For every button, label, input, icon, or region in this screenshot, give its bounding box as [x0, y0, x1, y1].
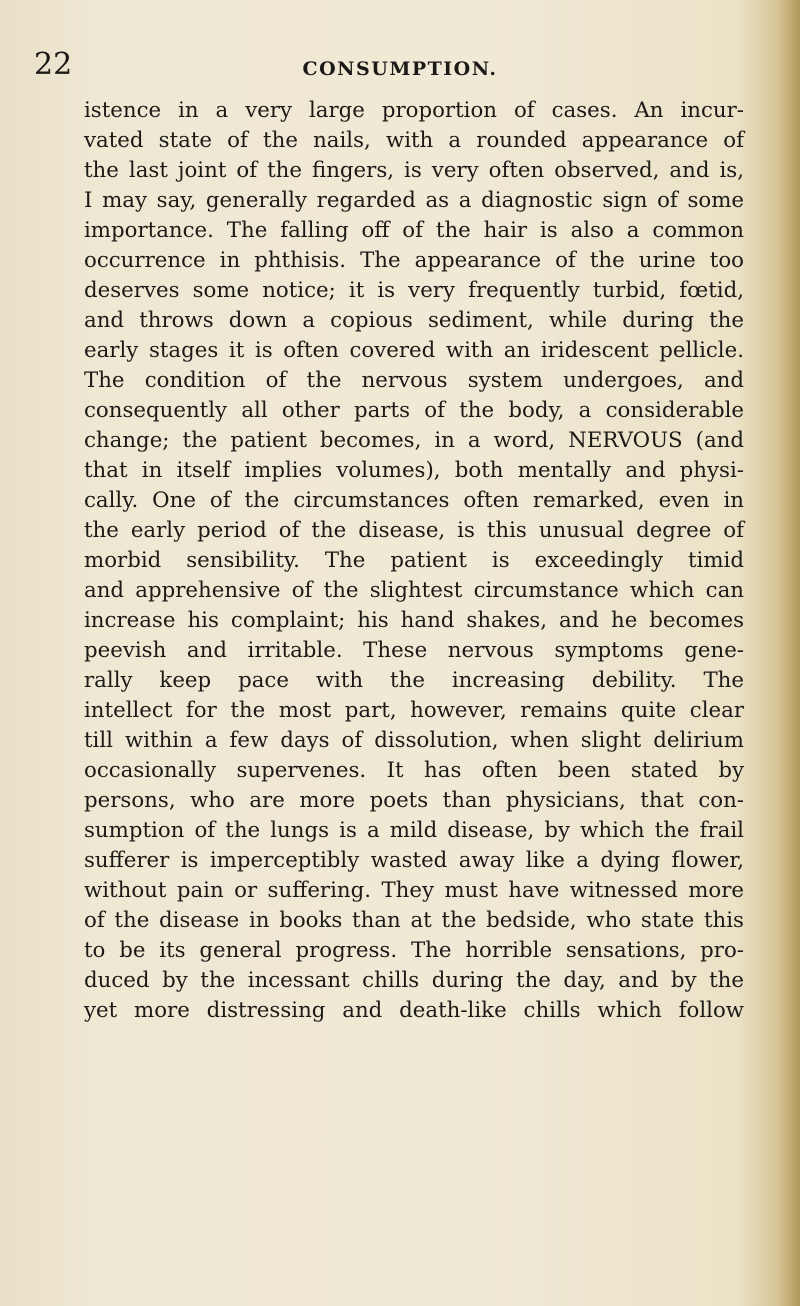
text-line: and apprehensive of the slightest circumstance which can [84, 578, 744, 603]
text-line: without pain or suffering. They must have witnessed more [84, 878, 744, 903]
text-line: sufferer is imperceptibly wasted away like a dying flower, [84, 848, 744, 873]
text-line: sumption of the lungs is a mild disease, by which the frail [84, 818, 744, 843]
text-line: consequently all other parts of the body, a considerable [84, 398, 744, 423]
text-line: the last joint of the fingers, is very often observed, and is, [84, 158, 744, 183]
text-line: early stages it is often covered with an iridescent pellicle. [84, 338, 744, 363]
text-line: I may say, generally regarded as a diagnostic sign of some [84, 188, 744, 213]
text-line: morbid sensibility. The patient is exceedingly timid [84, 548, 744, 573]
page-edge-shading [778, 0, 800, 1306]
text-line: to be its general progress. The horrible sensations, pro- [84, 938, 744, 963]
text-line: occurrence in phthisis. The appearance of the urine too [84, 248, 744, 273]
text-line: change; the patient becomes, in a word, NERVOUS (and [84, 428, 744, 453]
text-line: till within a few days of dissolution, when slight delirium [84, 728, 744, 753]
text-line: and throws down a copious sediment, while during the [84, 308, 744, 333]
text-line: rally keep pace with the increasing debility. The [84, 668, 744, 693]
text-line: persons, who are more poets than physicians, that con- [84, 788, 744, 813]
text-line: deserves some notice; it is very frequently turbid, fœtid, [84, 278, 744, 303]
text-line: peevish and irritable. These nervous symptoms gene- [84, 638, 744, 663]
text-line: The condition of the nervous system undergoes, and [84, 368, 744, 393]
text-line: istence in a very large proportion of cases. An incur- [84, 98, 744, 123]
text-line: vated state of the nails, with a rounded appearance of [84, 128, 744, 153]
text-line: duced by the incessant chills during the day, and by the [84, 968, 744, 993]
text-line: yet more distressing and death-like chills which follow [84, 998, 744, 1023]
text-line: occasionally supervenes. It has often been stated by [84, 758, 744, 783]
text-line: the early period of the disease, is this unusual degree of [84, 518, 744, 543]
text-line: that in itself implies volumes), both mentally and physi- [84, 458, 744, 483]
text-line: increase his complaint; his hand shakes, and he becomes [84, 608, 744, 633]
text-line: importance. The falling off of the hair is also a common [84, 218, 744, 243]
text-line: of the disease in books than at the bedside, who state this [84, 908, 744, 933]
text-line: intellect for the most part, however, remains quite clear [84, 698, 744, 723]
page-number: 22 [34, 47, 73, 82]
text-line: cally. One of the circumstances often remarked, even in [84, 488, 744, 513]
running-head: CONSUMPTION. [302, 58, 498, 80]
body-text [84, 96, 744, 1026]
